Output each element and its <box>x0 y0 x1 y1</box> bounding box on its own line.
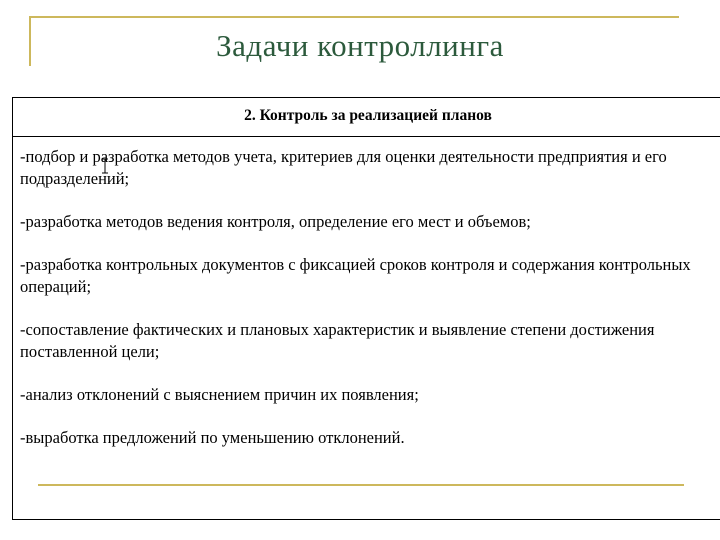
task-item-4: -сопоставление фактических и плановых характеристик и выявление степени достижения поставленной цели; <box>20 320 655 361</box>
task-item-6: -выработка предложений по уменьшению отклонений. <box>20 428 405 447</box>
decorative-bottom-line <box>38 484 684 486</box>
task-item-1: -подбор и разработка методов учета, критериев для оценки деятельности предприятия и его подразделений; <box>20 147 667 188</box>
content-panel <box>12 97 720 520</box>
task-list <box>20 146 710 470</box>
slide-title: Задачи контроллинга <box>216 28 504 63</box>
section-header <box>13 98 720 137</box>
i-beam-cursor-icon <box>101 158 109 174</box>
task-item-3: -разработка контрольных документов с фиксацией сроков контроля и содержания контрольных операций; <box>20 255 691 296</box>
decorative-top-line <box>29 16 679 18</box>
task-item-5: -анализ отклонений с выяснением причин их появления; <box>20 385 419 404</box>
section-heading: 2. Контроль за реализацией планов <box>244 107 492 124</box>
task-item-2: -разработка методов ведения контроля, определение его мест и объемов; <box>20 212 531 231</box>
